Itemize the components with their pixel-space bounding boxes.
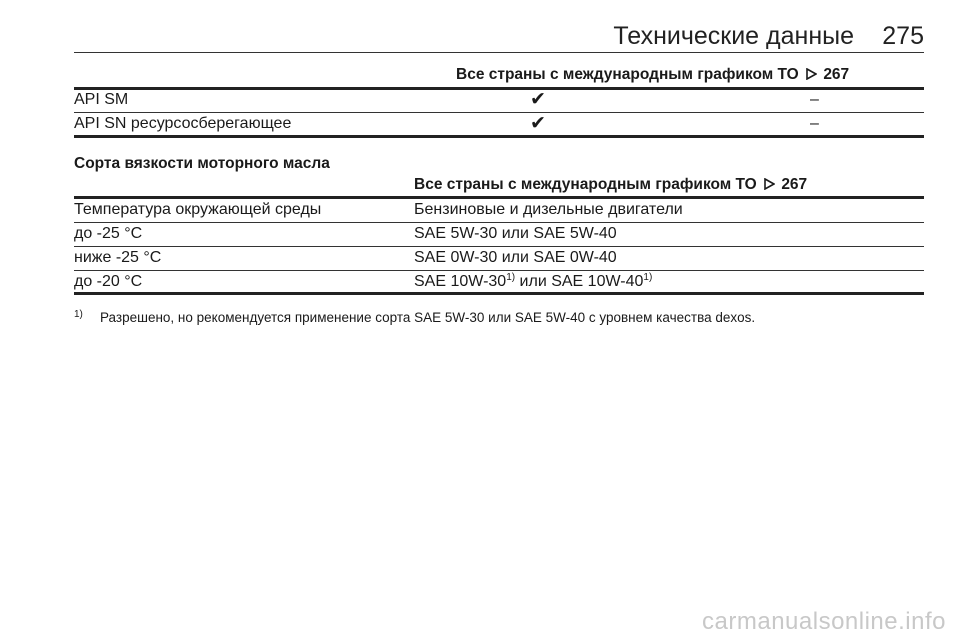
check-mark-icon: ✔ bbox=[530, 89, 546, 110]
table-row bbox=[74, 223, 924, 245]
engine-column-label: Бензиновые и дизельные двигатели bbox=[414, 201, 683, 218]
table-row bbox=[74, 113, 924, 135]
not-applicable-dash: – bbox=[810, 115, 819, 132]
page-reference-link[interactable]: 267 bbox=[823, 66, 850, 83]
page-title: Технические данные bbox=[613, 22, 854, 50]
temperature-cell: до -25 °C bbox=[74, 225, 143, 242]
footnote bbox=[74, 305, 755, 328]
not-applicable-dash: – bbox=[810, 91, 819, 108]
page-number: 275 bbox=[882, 22, 924, 50]
temperature-cell: до -20 °C bbox=[74, 273, 143, 290]
table-header-row bbox=[74, 199, 924, 221]
table-row bbox=[74, 271, 924, 293]
temperature-column-label: Температура окружающей среды bbox=[74, 201, 322, 218]
table-row bbox=[74, 89, 924, 111]
footnote-ref[interactable]: 1) bbox=[643, 272, 653, 283]
spec-label: API SN ресурсосберегающее bbox=[74, 115, 292, 132]
spec-label: API SM bbox=[74, 91, 129, 108]
page-header bbox=[74, 22, 924, 53]
page-reference-icon bbox=[764, 178, 775, 190]
footnote-ref[interactable]: 1) bbox=[506, 272, 516, 283]
table-rule bbox=[74, 135, 924, 138]
grade-cell: SAE 5W-30 или SAE 5W-40 bbox=[414, 225, 617, 242]
viscosity-column-header: Все страны с международным графиком ТО 267 bbox=[414, 176, 808, 193]
check-mark-icon: ✔ bbox=[530, 113, 546, 134]
grade-cell: SAE 10W-30$^{1)}$ или SAE 10W-40$^{1)}$ bbox=[414, 272, 653, 290]
temperature-cell: ниже -25 °C bbox=[74, 249, 162, 266]
page-reference-link[interactable]: 267 bbox=[781, 176, 808, 193]
oil-spec-table-header bbox=[74, 64, 924, 86]
footnote-marker: 1) bbox=[74, 309, 83, 320]
manual-page bbox=[74, 0, 924, 642]
oil-spec-column-header: Все страны с международным графиком ТО 267 bbox=[456, 66, 850, 83]
page-reference-icon bbox=[806, 68, 817, 80]
table-row bbox=[74, 247, 924, 269]
grade-cell: SAE 0W-30 или SAE 0W-40 bbox=[414, 249, 617, 266]
watermark: carmanualsonline.info bbox=[702, 608, 946, 635]
table-rule bbox=[74, 292, 924, 295]
footnote-text: Разрешено, но рекомендуется применение сорта SAE 5W-30 или SAE 5W-40 с уровнем качества dexos. bbox=[100, 310, 756, 325]
section-title: Сорта вязкости моторного масла bbox=[74, 155, 330, 172]
